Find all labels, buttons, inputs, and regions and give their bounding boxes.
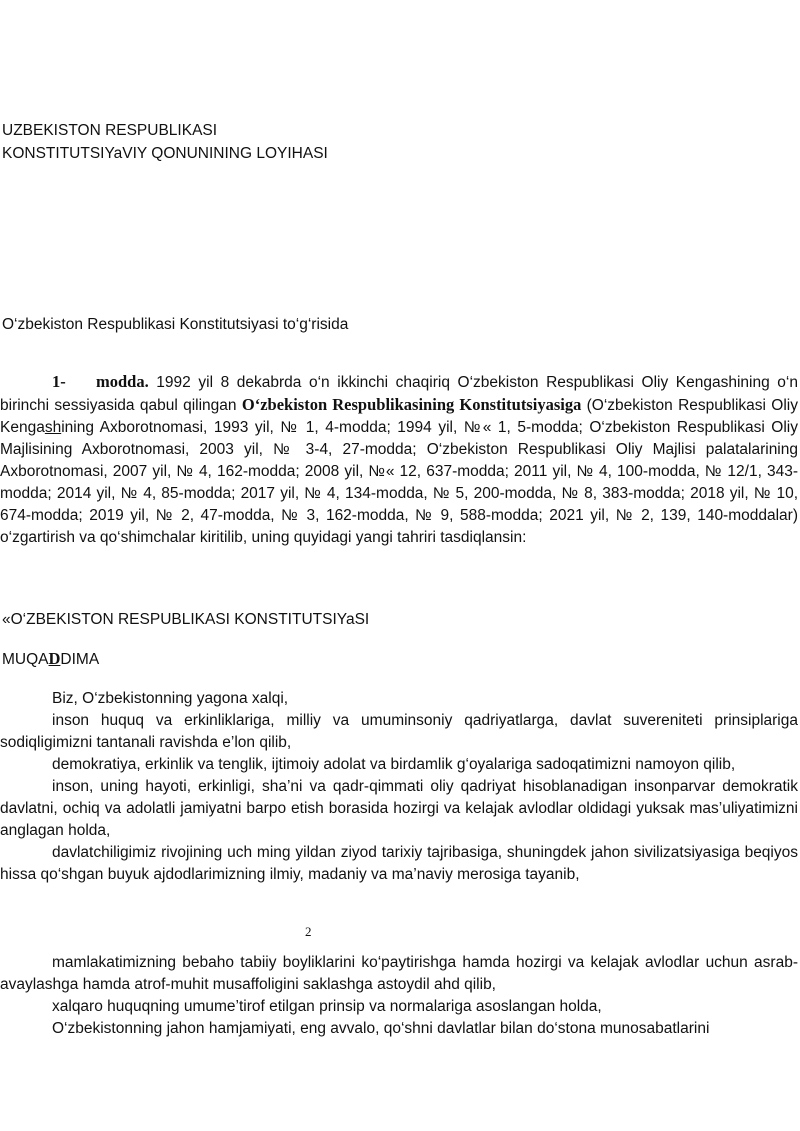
article-1 [0,371,798,549]
preamble-block [0,688,798,886]
constitution-title: «O‘ZBEKISTON RESPUBLIKASI KONSTITUTSIYaSI [2,611,370,628]
preamble-paragraph: davlatchiligimiz rivojining uch ming yildan ziyod tarixiy tajribasiga, shuningdek jahon sivilizatsiyasiga beqiyos hissa qo‘shgan buyuk ajdodlarimizning ilmiy, madaniy va ma’naviy merosiga tayanib, [0,844,798,883]
preamble-paragraph: inson huquq va erkinliklariga, milliy va umuminsoniy qadriyatlarga, davlat suvereniteti prinsiplariga sodiqligimizni tantanali ravishda e’lon qilib, [0,712,798,751]
article-underlined: sh [44,419,62,436]
article-word: modda. [96,372,149,391]
preamble-heading-part2: D [48,649,61,668]
preamble-continued-block [0,952,798,1040]
article-text-a: 1992 yil 8 dekabrda o‘n ikkinchi chaqiriq O‘zbekiston Respublikasi Oliy Kengashining o‘n birinchi sessiyasida qabul qilingan [0,374,798,414]
preamble-paragraph: demokratiya, erkinlik va tenglik, ijtimoiy adolat va birdamlik g‘oyalariga sadoqatimizni namoyon qilib, [52,756,736,773]
header-line-1: UZBEKISTON RESPUBLIKASI [2,122,218,139]
preamble-paragraph: xalqaro huquqning umume’tirof etilgan prinsip va normalariga asoslangan holda, [52,998,602,1015]
law-title: O‘zbekiston Respublikasi Konstitutsiyasi to‘g‘risida [2,316,349,333]
article-number: 1- [52,372,66,391]
page-number: 2 [305,924,312,939]
constitution-bold-title: O‘zbekiston Respublikasining Konstitutsiyasiga [241,395,582,414]
header-line-2: KONSTITUTSIYaVIY QONUNINING LOYIHASI [2,145,328,162]
preamble-paragraph: O‘zbekistonning jahon hamjamiyati, eng avvalo, qo‘shni davlatlar bilan do‘stona munosabatlarini [52,1020,710,1037]
preamble-paragraph: mamlakatimizning bebaho tabiiy boyliklarini ko‘paytirishga hamda hozirgi va kelajak avlodlar uchun asrab-avaylashga hamda atrof-muhit musaffoligini saklashga astoydil ahd qilib, [0,954,798,993]
preamble-paragraph: Biz, O‘zbekistonning yagona xalqi, [52,690,289,707]
article-text-c: ining Axborotnomasi, 1993 yil, № 1, 4-modda; 1994 yil, №« 1, 5-modda; O‘zbekiston Respublikasi Oliy Majlisining Axborotnomasi, 2003 yil, № 3-4, 27-modda; O‘zbekiston Respublikasi Oliy Majlisi palatalarining Axborotnomasi, 2007 yil, № 4, 162-modda; 2008 yil, №« 12, 637-modda; 2011 yil, № 4, 100-modda, № 12/1, 343-modda; 2014 yil, № 4, 85-modda; 2017 yil, № 4, 134-modda, № 5, 200-modda, № 8, 383-modda; 2018 yil, № 10, 674-modda; 2019 yil, № 2, 47-modda, № 3, 162-modda, № 9, 588-modda; 2021 yil, № 2, 139, 140-moddalar) o‘zgartirish va qo‘shimchalar kiritilib, uning quyidagi yangi tahriri tasdiqlansin: [0,419,798,546]
preamble-heading-part1: MUQA [2,651,49,668]
preamble-heading [2,648,99,671]
article-text-b: (O‘zbekiston Respublikasi Oliy Kenga [0,397,799,436]
preamble-heading-part3: DIMA [60,651,100,668]
preamble-paragraph: inson, uning hayoti, erkinligi, sha’ni va qadr-qimmati oliy qadriyat hisoblanadigan insonparvar demokratik davlatni, ochiq va adolatli jamiyatni barpo etish borasida hozirgi va kelajak avlodlar oldidagi yuksak mas’uliyatimizni anglagan holda, [0,778,798,839]
